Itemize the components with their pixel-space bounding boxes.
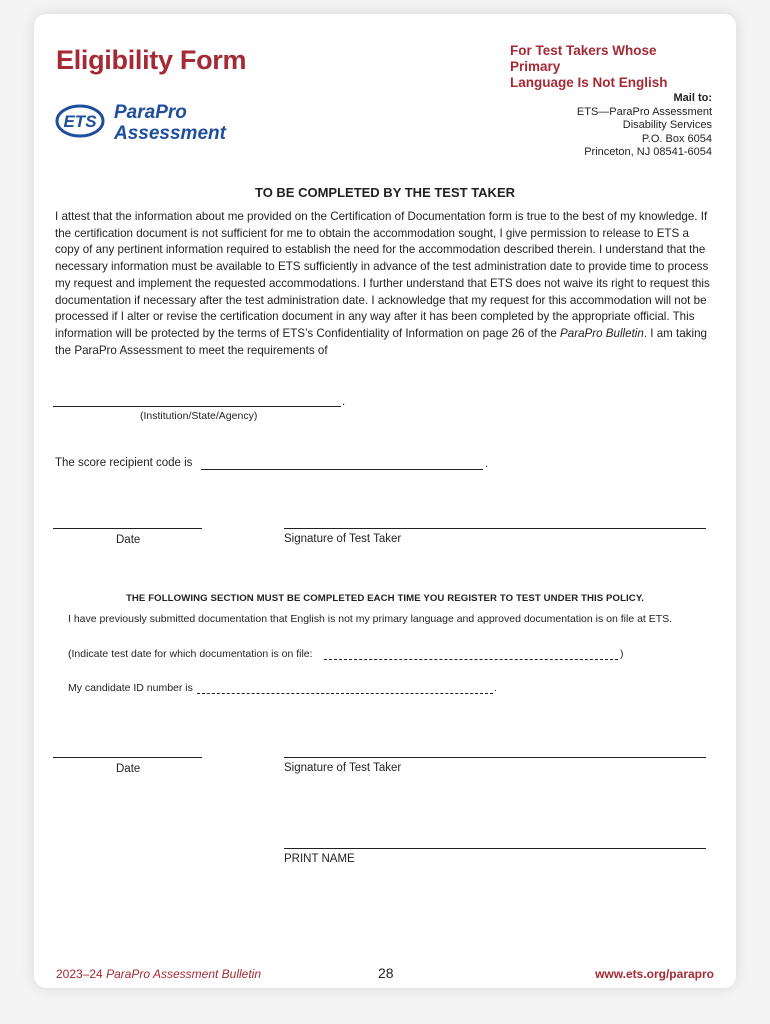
institution-label: (Institution/State/Agency) [140, 410, 258, 422]
section-2-heading: THE FOLLOWING SECTION MUST BE COMPLETED EACH TIME YOU REGISTER TO TEST UNDER THIS POLICY. [125, 593, 645, 604]
logo-line-1: ParaPro [114, 102, 187, 123]
signature-label: Signature of Test Taker [284, 533, 402, 545]
bulletin-year: 2023–24 [56, 967, 107, 981]
ets-parapro-logo [54, 96, 234, 156]
date-label-2: Date [116, 763, 141, 775]
score-recipient-label: The score recipient code is [55, 457, 193, 469]
candidate-id-field[interactable] [197, 693, 493, 694]
signature-field[interactable] [284, 528, 706, 529]
mail-line: P.O. Box 6054 [641, 132, 712, 145]
indicate-date-label: (Indicate test date for which documentation is on file: [68, 648, 313, 660]
logo-mark: ETS [63, 112, 97, 131]
attestation-text-end: . I am taking the ParaPro Assessment to meet the requirements of [55, 326, 707, 357]
mail-line: Princeton, NJ 08541-6054 [584, 146, 712, 158]
attestation-paragraph [55, 209, 715, 359]
institution-period: . [342, 396, 346, 408]
attestation-text: I attest that the information about me provided on the Certification of Documentation form is true to the best of my knowledge. If the certification document is not sufficient for me to obtain the accommodation sought, I give permission to release to ETS a copy of any pertinent information required to establish the need for the accommodation described therein. I understand that the necessary information must be available to ETS sufficiently in advance of the test administration date to provide time to process my request and implement the requested accommodations. I further understand that ETS does not waive its right to request this documentation if necessary after the test administration date. I acknowledge that my request for this accommodation will not be processed if I alter or revise the certification document in any way after it has been completed by the appropriate official. This information will be protected by the terms of ETS’s Confidentiality of Information on page 26 of the [55, 210, 710, 340]
section-1-heading: TO BE COMPLETED BY THE TEST TAKER [254, 185, 516, 200]
mail-line: ETS—ParaPro Assessment [576, 105, 712, 118]
documentation-statement: I have previously submitted documentation that English is not my primary language and approved documentation is on file at ETS. [68, 613, 673, 625]
mail-to-label: Mail to: [673, 92, 712, 104]
subtitle-line-2: Language Is Not English [510, 75, 668, 90]
page-number: 28 [378, 965, 394, 981]
mail-to-address [577, 92, 712, 160]
bulletin-title: ParaPro Assessment Bulletin [106, 967, 262, 981]
mail-line: Disability Services [622, 119, 712, 131]
date-field[interactable] [53, 528, 202, 529]
form-page [34, 14, 736, 988]
candidate-id-label: My candidate ID number is [68, 682, 193, 694]
footer-bulletin [56, 967, 261, 981]
candidate-id-period: . [494, 682, 497, 694]
page-title: Eligibility Form [56, 45, 247, 75]
indicate-date-close: ) [620, 648, 624, 660]
institution-field[interactable] [53, 406, 341, 407]
score-period: . [485, 458, 489, 470]
subtitle-line-1: For Test Takers Whose Primary [510, 43, 657, 74]
date-label: Date [116, 534, 141, 546]
logo-line-2: Assessment [114, 123, 226, 144]
print-name-label: PRINT NAME [284, 853, 355, 865]
bulletin-reference: ParaPro Bulletin [560, 326, 644, 340]
signature-label-2: Signature of Test Taker [284, 762, 402, 774]
score-recipient-field[interactable] [201, 469, 483, 470]
test-date-field[interactable] [324, 659, 618, 660]
footer-url-link[interactable]: www.ets.org/parapro [595, 967, 714, 981]
signature-field-2[interactable] [284, 757, 706, 758]
print-name-field[interactable] [284, 848, 706, 849]
form-subtitle [510, 43, 710, 91]
date-field-2[interactable] [53, 757, 202, 758]
